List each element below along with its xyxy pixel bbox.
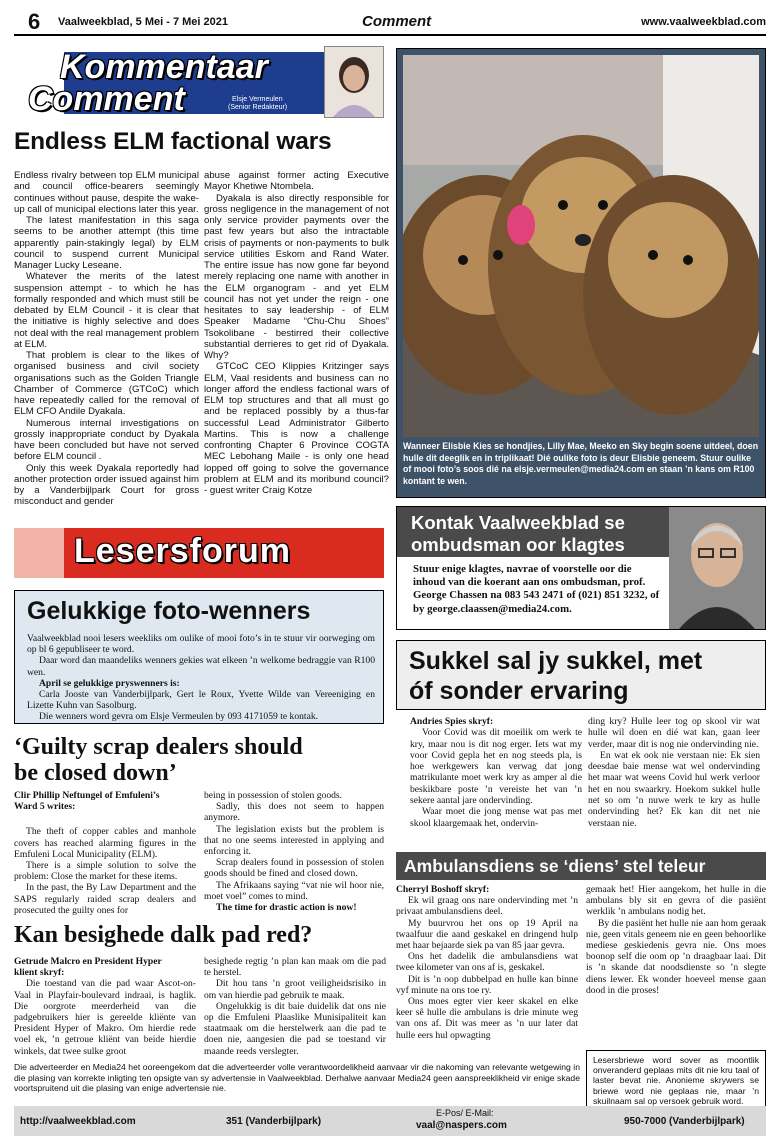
- footer-phone-2: 950-7000 (Vanderbijlpark): [624, 1116, 745, 1127]
- paragraph: The legislation exists but the problem is that no one seems interested in applying and enforcing it.: [204, 823, 384, 858]
- scrap-col2: [204, 790, 384, 913]
- sukkel-headline-line1: Sukkel sal jy sukkel, met: [409, 647, 703, 675]
- ombudsman-photo: [669, 507, 765, 629]
- paragraph: besighede regtig ’n plan kan maak om die pad te herstel.: [204, 956, 386, 979]
- footer-email[interactable]: vaal@naspers.com: [416, 1120, 507, 1131]
- website: www.vaalweekblad.com: [641, 16, 766, 28]
- paragraph: Dit hou tans ’n groot veiligheidsrisiko in om van hierdie pad gebruik te maak.: [204, 978, 386, 1001]
- paragraph: By die pasiënt het hulle nie aan hom geraak nie, geen vitals geneem nie en geen behoorlike mediese geskiedenis gevra nie. Ons moes boonop self die oom op ’n draagbaar laai. Dit is ’n skande dat noodsdienste so ’n slegte diens lewer. Ek wonder hoeveel mense gaan dood in die proses!: [586, 917, 766, 996]
- kommentaar-title: Kommentaar: [60, 48, 268, 86]
- besighede-col1: [14, 956, 196, 1057]
- section-title: Comment: [362, 13, 432, 30]
- foto-wenners-headline: Gelukkige foto-wenners: [27, 597, 311, 625]
- ombudsman-body: Stuur enige klagtes, navrae of voorstelle oor die inhoud van die koerant aan ons ombudsman, prof. George Chassen na 083 543 2471 of (021) 851 3232, of by george.claassen@media24.com.: [413, 563, 660, 615]
- paragraph: Ek wil graag ons nare ondervinding met ’n privaat ambulansdiens deel.: [396, 895, 578, 918]
- lesersforum-shadow: [14, 528, 64, 578]
- dogs-image: [403, 55, 759, 437]
- paragraph: En wat ek ook nie verstaan nie: Ek sien deesdae baie mense wat wel ondervinding het maar wat weens Covid hul werk verloor het en nou swaarkry. Hoekom sukkel hulle net so om ’n nuwe werk te kry as hulle ondervinding het? Ek kan dit net nie verstaan nie.: [588, 749, 760, 829]
- photo-caption: Wanneer Elisbie Kies se hondjies, Lilly Mae, Meeko en Sky begin soene uitdeel, doen hulle dit deeglik en in triplikaat! Dié oulike foto is deur Elisbie geneem. Stuur oulike of mooi foto’s soos dié na elsje.vermeulen@media24.com en staan ’n kans om R100 kontant te wen.: [403, 441, 759, 486]
- page-header: [14, 8, 766, 36]
- footer-phone-1: 351 (Vanderbijlpark): [226, 1116, 322, 1127]
- author-portrait-icon: [325, 47, 383, 117]
- paragraph: Whatever the merits of the latest suspension attempt - to which he has formally responded and which must still be debated by ELM Council - it is clear that the initiative is highly selective and does not deal with the real management problem at ELM.: [14, 271, 199, 350]
- byline: [396, 884, 578, 895]
- paragraph: The latest manifestation in this saga seems to be another attempt (this time apparently pain-stakingly legal) by ELM council to suspend current Municipal Manager Lucky Leseane.: [14, 215, 199, 271]
- paragraph: Vaalweekblad nooi lesers weekliks om oulike of mooi foto’s in te stuur vir oorweging om op bl 6 gepubliseer te word.: [27, 633, 375, 656]
- byline-text: Andries Spies skryf:: [410, 716, 494, 727]
- closing-line: The time for drastic action is now!: [216, 902, 357, 914]
- paragraph: Voor Covid was dit moeilik om werk te kry, maar nou is dit nog erger. Iets wat my voor Covid gepla het en nog steeds pla, is hoe werkgewers kan verwag dat jong matrikulante moet werk kry as amper al die beskikbare poste ’n vereiste het van ’n sekere aantal jare ondervinding.: [410, 727, 582, 807]
- footer-email-label: E-Pos/ E-Mail:: [436, 1108, 494, 1118]
- sukkel-col2: [588, 716, 760, 829]
- paragraph: Ons moes egter vier keer skakel en elke keer sê hulle die ambulans is drie minute weg van ons af. Dit was meer as ’n uur later dat hulle eers hul opwagting: [396, 996, 578, 1041]
- page-number: 6: [28, 9, 41, 34]
- ambulans-col1: [396, 884, 578, 1041]
- byline-text: Ward 5 writes:: [14, 801, 76, 813]
- ambulans-headline: Ambulansdiens se ‘diens’ stel teleur: [404, 856, 706, 876]
- byline-text: Clir Phillip Neftungel of Emfuleni’s: [14, 790, 160, 801]
- author-photo: [324, 46, 384, 118]
- paragraph: Carla Jooste van Vanderbijlpark, Gert le Roux, Yvette Wilde van Vereeniging en Lizette Kuhn van Sasolburg.: [27, 689, 375, 712]
- paragraph: Numerous internal investigations on grossly inappropriate conduct by Dyakala have been concluded but have not served before ELM council .: [14, 417, 199, 463]
- sukkel-col1: [410, 716, 582, 829]
- sukkel-headline-line2: óf sonder ervaring: [409, 677, 629, 705]
- sukkel-panel: [396, 640, 766, 710]
- ombudsman-title-line1: Kontak Vaalweekblad se: [411, 512, 625, 533]
- paragraph: GTCoC CEO Klippies Kritzinger says ELM, Vaal residents and business can no longer afford the endless factional wars of ELM top structures and that all must go and be replaced possibly by a thus-far successful Lead Administrator Gilberto Martins. This is now a challenge confronting Chapter 6 Province COGTA MEC Lebohang Maile - is only one head lopped off going to solve the governance problem at ELM and its moribund council? - guest writer Craig Kotze: [204, 361, 389, 496]
- winners-label: [27, 678, 375, 689]
- byline-text: Cherryl Boshoff skryf:: [396, 884, 490, 895]
- scrap-col1: [14, 790, 196, 916]
- main-headline: Endless ELM factional wars: [14, 128, 332, 155]
- dogs-photo: [403, 55, 759, 437]
- paragraph: Scrap dealers found in possession of stolen goods should be fined and closed down.: [204, 857, 384, 880]
- lesersforum-banner: [14, 528, 384, 578]
- disclaimer: Die adverteerder en Media24 het ooreengekom dat die adverteerder volle verantwoordelikheid aanvaar vir die nakoming van relevante wetgewing in die plasing van korrekte inligting ten opsigte van sy advertensie in Vaalweekblad. Derhalwe aanvaar Media24 geen aanspreeklikheid vir enige skade voortspruitend uit die plasing van enige advertensie nie.: [14, 1062, 580, 1093]
- scrap-headline-line2: be closed down’: [14, 760, 177, 786]
- byline: [14, 801, 196, 812]
- byline-text: klient skryf:: [14, 967, 65, 979]
- paragraph: Daar word dan maandeliks wenners gekies wat elkeen ’n welkome bedraggie van R100 wen.: [27, 655, 375, 678]
- paragraph: being in possession of stolen goods.: [204, 790, 343, 801]
- readers-note: Lesersbriewe word sover as moontlik onveranderd geplaas mits dit nie kru taal of laster bevat nie. Anonieme skrywers se briewe word nie geplaas nie, maar ’n skuilnaam sal op versoek gebruik word.: [593, 1055, 759, 1106]
- paragraph: gemaak het! Hier aangekom, het hulle in die ambulans bly sit en gevra of die pasiënt werklik ’n ambulans nodig het.: [586, 884, 766, 918]
- byline: [14, 956, 196, 967]
- byline: [410, 716, 582, 727]
- ombudsman-box: [396, 506, 766, 630]
- paragraph: The theft of copper cables and manhole covers has reached alarming figures in the Emfuleni Local Municipality (ELM).: [14, 826, 196, 860]
- paragraph: ding kry? Hulle leer tog op skool vir wat hulle wil doen en dié wat kan, gaan leer verder, maar dit is nog nie ondervinding nie.: [588, 716, 760, 750]
- ombudsman-title-line2: ombudsman oor klagtes: [411, 534, 625, 555]
- main-article-col1: [14, 170, 199, 508]
- byline-text: Getrude Malcro en President Hyper: [14, 956, 162, 967]
- besighede-headline: Kan besighede dalk pad red?: [14, 922, 313, 948]
- photo-frame: [396, 48, 766, 498]
- comment-banner: [14, 44, 384, 120]
- foto-wenners-body: [27, 633, 375, 723]
- main-article-col2: [204, 170, 389, 496]
- winners-label-text: April se gelukkige pryswenners is:: [39, 677, 180, 689]
- paragraph: My buurvrou het ons op 19 April na twaalfuur die aand geskakel en dringend hulp met haar bejaarde siek pa van 85 jaar gevra.: [396, 917, 578, 952]
- paragraph: Dit is ’n oop dubbelpad en hulle kan binne vyf minute na ons toe ry.: [396, 973, 578, 996]
- besighede-col2: [204, 956, 386, 1057]
- page-footer: [14, 1106, 766, 1136]
- byline: [14, 967, 196, 978]
- paragraph: There is a simple solution to solve the problem: Close the market for these items.: [14, 860, 196, 883]
- paragraph: The Afrikaans saying “vat nie wil hoor nie, moet voel” comes to mind.: [204, 879, 384, 902]
- paragraph: That problem is clear to the likes of organised business and civil society organisations such as the Golden Triangle Chamber of Commerce (GTCoC) which have repeatedly called for the removal of ELM CFO Andile Dyakala.: [14, 350, 199, 418]
- paragraph: In the past, the By Law Department and the SAPS regularly raided scrap dealers and prosecuted the guilty ones for: [14, 882, 196, 916]
- byline: [14, 790, 196, 801]
- paragraph: Dyakala is also directly responsible for gross negligence in the management of not only service provider payments over the past few years but also the intractable crisis of payments or non-payments to bulk service utilities Eskom and Rand Water. The entire issue has now gone far beyond merely replacing one name with another in the ELM organogram - and yet ELM council has not yet under the reign - one hesitates to say leadership - of ELM Speaker Madame “Chu-Chu Shoes” Tsokolibane - bestirred their collective substantial derrieres to get rid of Dyakala. Why?: [204, 192, 389, 361]
- paragraph: Only this week Dyakala reportedly had another protection order issued against him by a Vanderbijlpark Court for gross misconduct and gender: [14, 462, 199, 508]
- ambulans-headline-band: [396, 852, 766, 880]
- ambulans-col2: [586, 884, 766, 996]
- paragraph: Ons het dadelik die ambulansdiens wat twee kilometer van ons af is, geskakel.: [396, 951, 578, 974]
- author-role: (Senior Redakteur): [228, 104, 288, 111]
- foto-wenners-panel: [14, 590, 384, 724]
- footer-url[interactable]: http://vaalweekblad.com: [20, 1116, 136, 1127]
- paragraph: [204, 902, 384, 913]
- paragraph: abuse against former acting Executive Mayor Khetiwe Ntombela.: [204, 170, 389, 193]
- scrap-headline-line1: ‘Guilty scrap dealers should: [14, 734, 303, 760]
- paragraph: Waar moet die jong mense wat pas met skool klaargemaak het, ondervin-: [410, 806, 582, 829]
- paragraph: Endless rivalry between top ELM municipal and council office-bearers seemingly continues without pause, despite the wake-up call of municipal elections later this year.: [14, 170, 199, 215]
- paper-date: Vaalweekblad, 5 Mei - 7 Mei 2021: [58, 16, 228, 28]
- comment-title: Comment: [28, 80, 185, 118]
- paragraph: Die toestand van die pad waar Ascot-on-Vaal in Playfair-boulevard indraai, is haglik. Die oorgrote meerderheid van die padgebruikers hier is gereelde kliënte van President Hyper of Makro. Om hierdie rede voel ek, ’n getroue kliënt van beide hierdie winkels, dat twee sulke groot: [14, 978, 196, 1057]
- ombudsman-portrait-icon: [669, 507, 765, 629]
- ombudsman-title-band: [397, 507, 669, 557]
- paragraph: Sadly, this does not seem to happen anymore.: [204, 801, 384, 824]
- paragraph: Die wenners word gevra om Elsje Vermeulen by 093 4171059 te kontak.: [39, 711, 319, 723]
- author-name: Elsje Vermeulen: [232, 96, 283, 103]
- paragraph: Ongelukkig is dit baie duidelik dat ons nie op die Emfuleni Plaaslike Munisipaliteit kan staatmaak om die herstelwerk aan die pad te doen nie, aangesien die pad se toestand vir maande reeds verslegter.: [204, 1000, 386, 1057]
- lesersforum-title: Lesersforum: [74, 532, 291, 570]
